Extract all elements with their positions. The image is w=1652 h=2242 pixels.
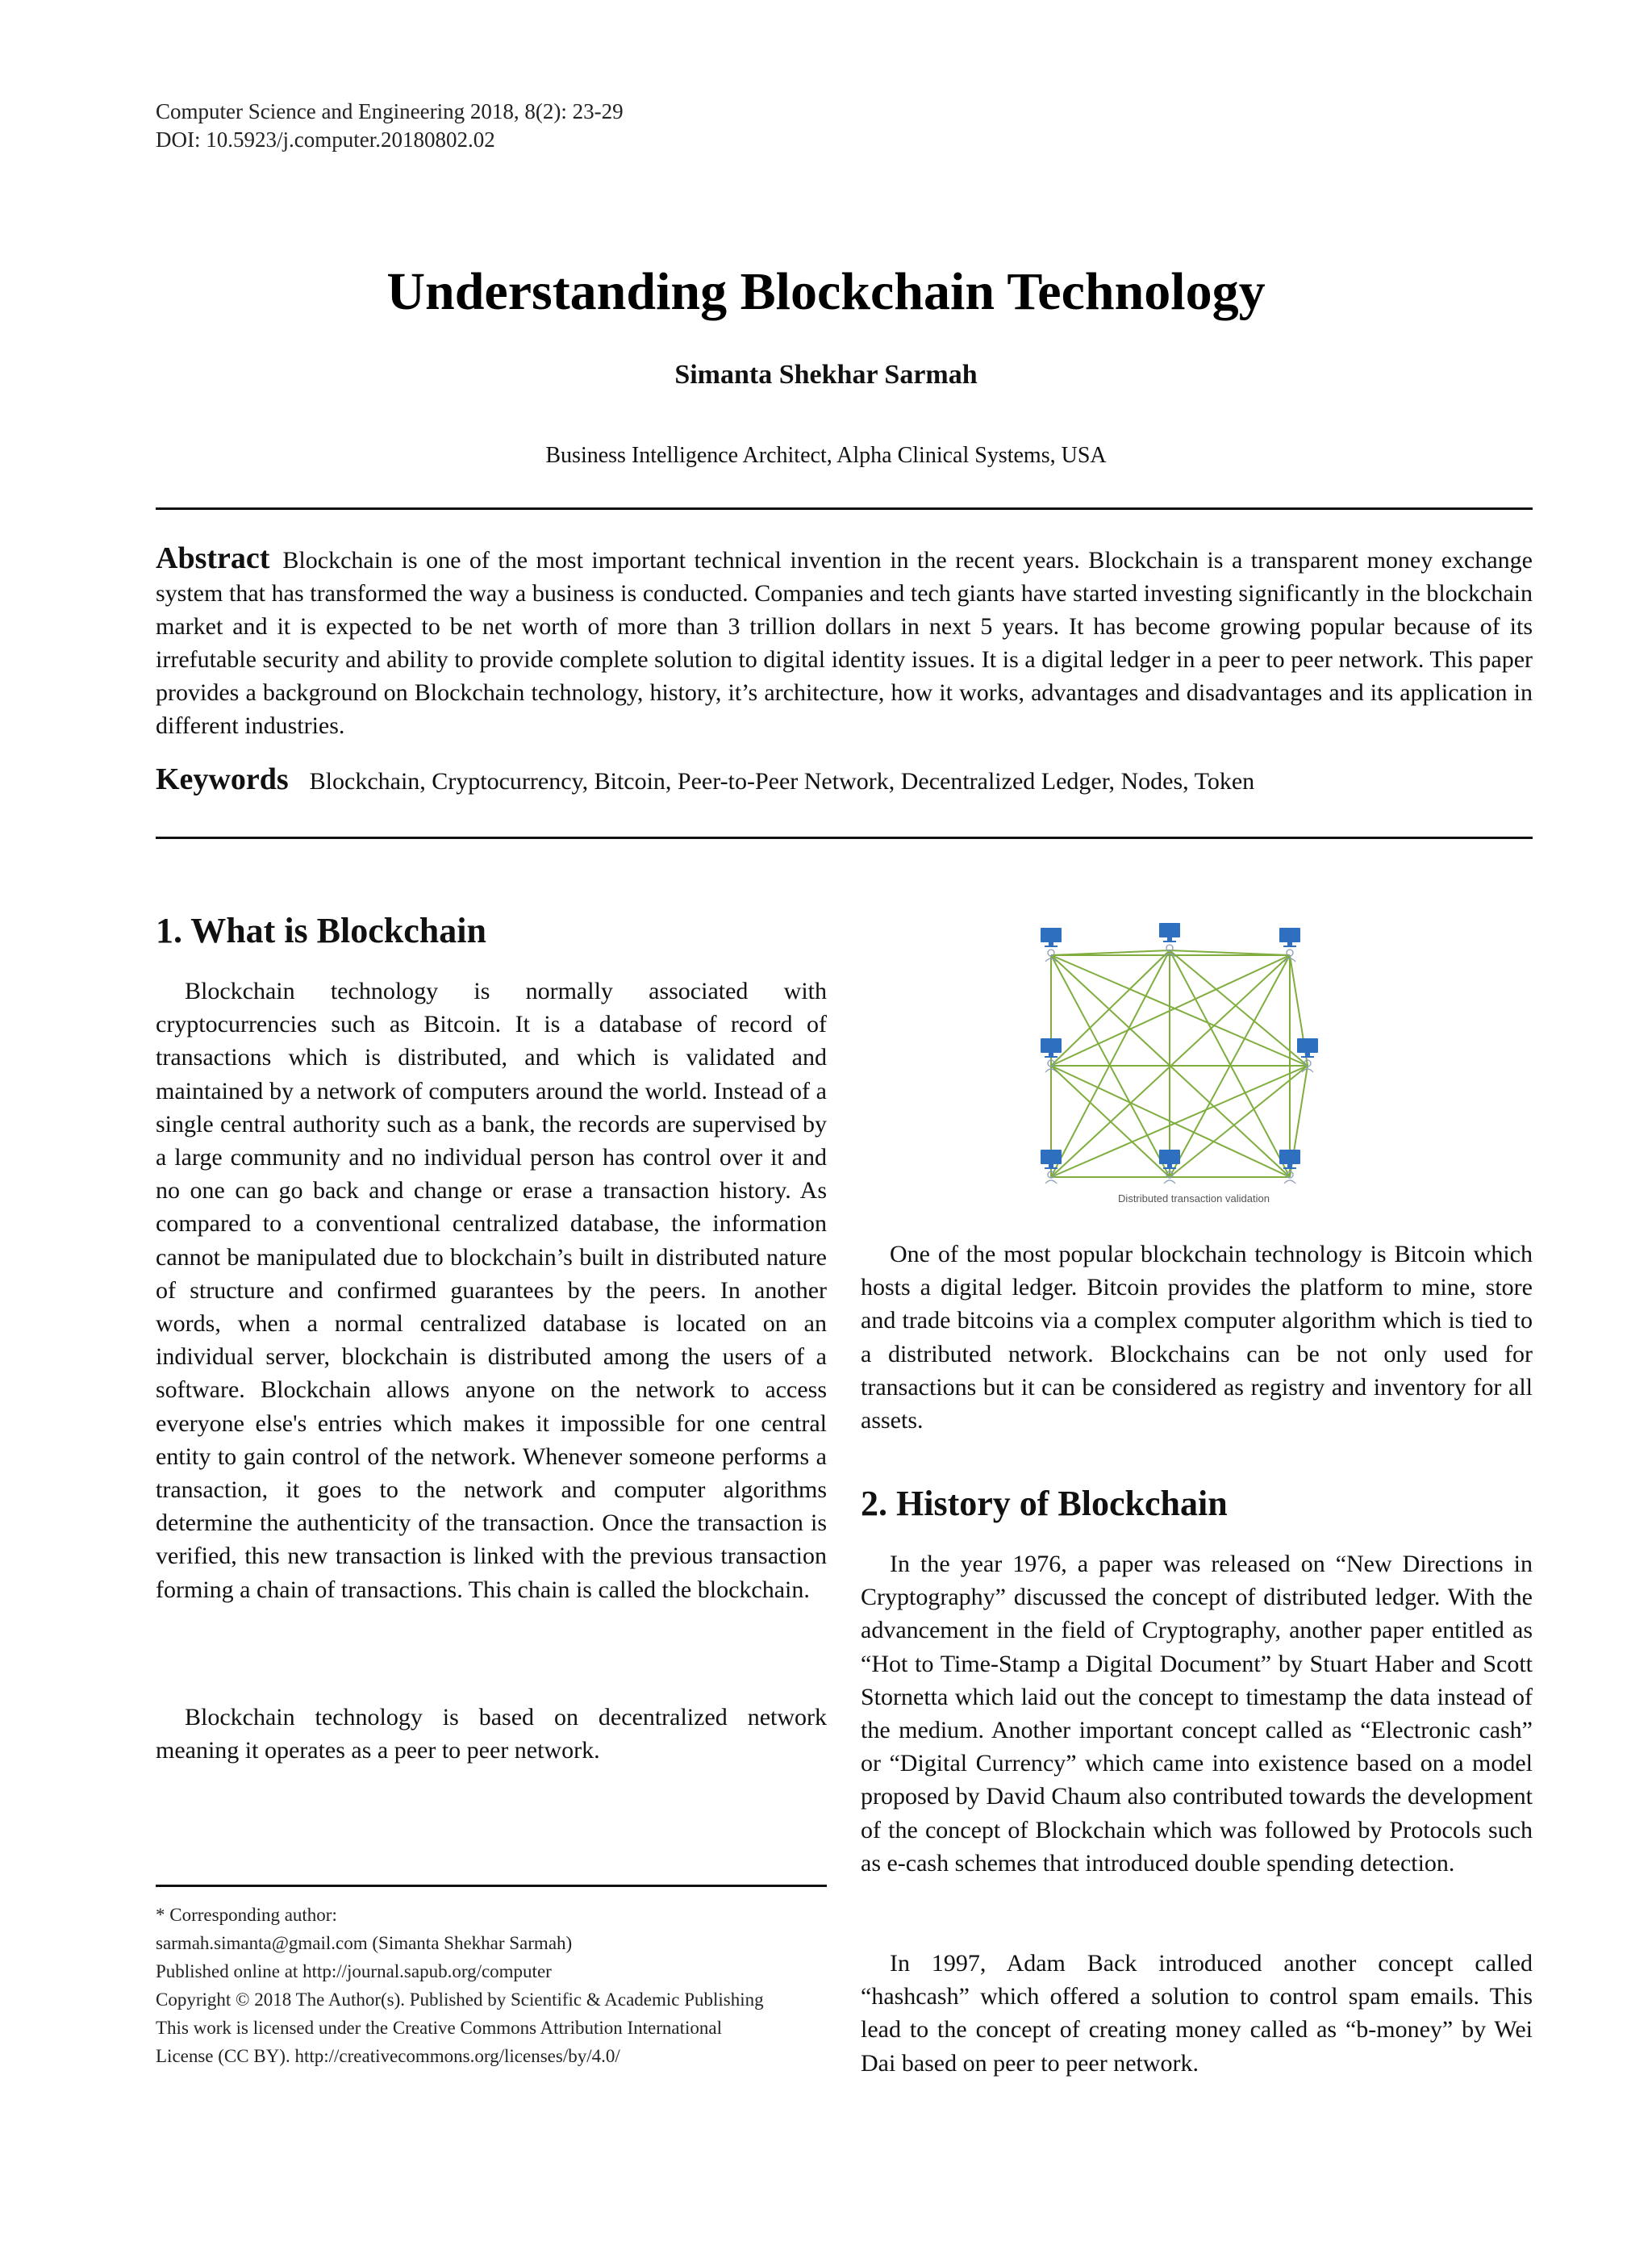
body-paragraph: In 1997, Adam Back introduced another concept called “hashcash” which offered a solution to control spam emails. This lead to the concept of creating money called as “b-money” by Wei Dai based on peer to peer network.: [861, 1950, 1533, 2077]
computer-node-icon: [1159, 1150, 1180, 1184]
footnote-corresponding-author: * Corresponding author:: [156, 1905, 337, 1925]
footnote-rule: [156, 1885, 827, 1887]
author-name: Simanta Shekhar Sarmah: [674, 360, 978, 390]
abstract-text: Blockchain is one of the most important technical invention in the recent years. Blockchain is a transparent money exchange system that has transformed the way a business is conducted. Companies and tech giants have started investing significantly in the blockchain market and it is expected to be net worth of more than 3 trillion dollars in next 5 years. It has become growing popular because of its irrefutable security and ability to provide complete solution to digital identity issues. It is a digital ledger in a peer to peer network. This paper provides a background on Blockchain technology, history, it’s architecture, how it works, advantages and disadvantages and its application in different industries.: [156, 547, 1533, 739]
abstract-label: Abstract: [156, 541, 270, 575]
header-rule-top: [156, 507, 1533, 510]
body-paragraph: Blockchain technology is normally associated with cryptocurrencies such as Bitcoin. It is a database of record of transactions which is distributed, and which is validated and maintained by a network of computers around the world. Instead of a single central authority such as a bank, the records are supervised by a large community and no individual person has control over it and no one can go back and change or erase a transaction history. As compared to a conventional centralized database, the information cannot be manipulated due to blockchain’s built in distributed nature of structure and confirmed guarantees by the peers. In another words, when a normal centralized database is located on an individual server, blockchain is distributed among the users of a software. Blockchain allows anyone on the network to access everyone else's entries which makes it impossible for one central entity to gain control of the network. Whenever someone performs a transaction, it goes to the network and computer algorithms determine the authenticity of the transaction. Once the transaction is verified, this new transaction is linked with the previous transaction forming a chain of transactions. This chain is called the blockchain.: [156, 978, 827, 1603]
section-heading-what-is-blockchain: 1. What is Blockchain: [156, 911, 486, 950]
paper-title: Understanding Blockchain Technology: [386, 262, 1266, 322]
abstract: [156, 542, 1533, 742]
keywords-label: Keywords: [156, 762, 289, 796]
section-heading-history-of-blockchain: 2. History of Blockchain: [861, 1484, 1228, 1523]
network-edge: [1051, 955, 1308, 1066]
footnote-copyright: Copyright © 2018 The Author(s). Published by Scientific & Academic Publishing: [156, 1989, 764, 2010]
footnote-published-online: Published online at http://journal.sapub.org/computer: [156, 1961, 552, 1981]
body-paragraph: In the year 1976, a paper was released on “New Directions in Cryptography” discussed the concept of distributed ledger. With the advancement in the field of Cryptography, another paper entitled as “Hot to Time-Stamp a Digital Document” by Stuart Haber and Scott Stornetta which laid out the concept to timestamp the data instead of the medium. Another important concept called as “Electronic cash” or “Digital Currency” which came into existence based on a model proposed by David Chaum also contributed towards the development of the concept of Blockchain which was followed by Protocols such as e-cash schemes that introduced double spending detection.: [861, 1551, 1533, 1877]
computer-node-icon: [1041, 1150, 1062, 1184]
network-edges: [1051, 950, 1308, 1177]
network-diagram-figure: [1012, 902, 1375, 1218]
body-paragraph: One of the most popular blockchain technology is Bitcoin which hosts a digital ledger. Bitcoin provides the platform to mine, store and trade bitcoins via a complex computer algorithm which is tied to a distributed network. Blockchains can be not only used for transactions but it can be considered as registry and inventory for all assets.: [861, 1241, 1533, 1434]
keywords-text: Blockchain, Cryptocurrency, Bitcoin, Peer-to-Peer Network, Decentralized Ledger, Nodes, Token: [309, 768, 1255, 795]
body-paragraph: Blockchain technology is based on decentralized network meaning it operates as a peer to peer network.: [156, 1704, 827, 1764]
footnote-license: This work is licensed under the Creative Commons Attribution International: [156, 2018, 723, 2038]
journal-doi: DOI: 10.5923/j.computer.20180802.02: [156, 127, 495, 152]
keywords: [156, 763, 1533, 798]
figure-caption: Distributed transaction validation: [1118, 1192, 1270, 1205]
author-affiliation: Business Intelligence Architect, Alpha Clinical Systems, USA: [545, 443, 1107, 468]
header-rule-bottom: [156, 837, 1533, 839]
footnote-license-url: License (CC BY). http://creativecommons.org/licenses/by/4.0/: [156, 2046, 620, 2066]
footnote-email: sarmah.simanta@gmail.com (Simanta Shekhar Sarmah): [156, 1933, 573, 1953]
computer-node-icon: [1279, 1150, 1300, 1184]
journal-citation: Computer Science and Engineering 2018, 8(2): 23-29: [156, 99, 624, 123]
